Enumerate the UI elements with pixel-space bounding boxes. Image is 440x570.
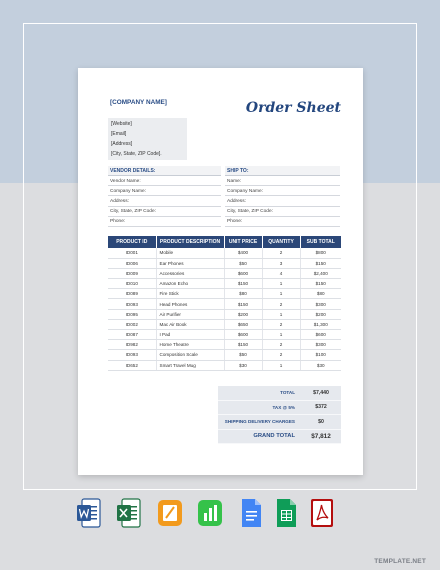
table-row [108,248,341,258]
table-cell: $600 [300,330,341,340]
summary-label: SHIPPING DELIVERY CHARGES [224,419,295,425]
table-cell: $50 [224,258,262,268]
address-line: [Email] [111,131,127,137]
vendor-heading: VENDOR DETAILS: [108,166,221,176]
table-cell: ID089 [108,289,156,299]
ship-to-field: Company Name: [225,186,340,196]
table-cell: 3 [262,258,300,268]
table-cell: ID982 [108,340,156,350]
table-cell: $150 [224,299,262,309]
table-cell: $150 [224,279,262,289]
excel-icon[interactable] [116,497,142,529]
vendor-field: City, State, ZIP Code: [108,207,221,217]
table-row [108,289,341,299]
table-row [108,340,341,350]
table-row [108,350,341,360]
table-cell: ID001 [108,248,156,258]
table-cell: Amazon Echo [156,279,224,289]
summary-value: $0 [318,418,324,425]
table-cell: Mobile [156,248,224,258]
table-cell: Fire Stick [156,289,224,299]
ship-to-heading: SHIP TO: [225,166,340,176]
table-cell: Smart Travel Mug [156,360,224,370]
table-cell: $2,400 [300,268,341,278]
table-cell: $150 [224,340,262,350]
table-cell: $50 [224,350,262,360]
table-cell: ID652 [108,360,156,370]
table-cell: $300 [300,340,341,350]
table-row [108,299,341,309]
table-row [108,258,341,268]
address-line: [Address] [111,141,133,147]
summary-value: $7,812 [311,432,331,440]
table-cell: Air Purifier [156,309,224,319]
summary-label: GRAND TOTAL [253,433,295,440]
vendor-details-section [108,166,221,227]
table-cell: $80 [224,289,262,299]
table-row [108,360,341,370]
pages-icon[interactable] [157,497,183,529]
table-cell: $150 [300,258,341,268]
table-cell: Ear Phones [156,258,224,268]
table-row [108,279,341,289]
watermark: TEMPLATE.NET [374,558,426,565]
summary-label: TAX @ 5% [272,404,295,410]
table-cell: $600 [224,268,262,278]
table-cell: $650 [224,319,262,329]
vendor-field: Address: [108,196,221,206]
table-body [108,248,341,370]
table-cell: ID087 [108,330,156,340]
column-header: QUANTITY [262,236,300,248]
table-cell: ID093 [108,299,156,309]
summary-row-total [218,386,341,401]
table-cell: ID006 [108,258,156,268]
column-header: PRODUCT DESCRIPTION [156,236,224,248]
table-cell: Mac Air Book [156,319,224,329]
table-cell: 2 [262,350,300,360]
ship-to-field: Name: [225,176,340,186]
google-sheets-icon[interactable] [273,497,299,529]
company-name: [COMPANY NAME] [110,99,167,106]
table-row [108,268,341,278]
table-cell: 1 [262,330,300,340]
table-cell: $1,300 [300,319,341,329]
table-row [108,309,341,319]
vendor-field: Company Name: [108,186,221,196]
table-row [108,330,341,340]
summary-value: $372 [315,404,327,411]
table-cell: 1 [262,360,300,370]
vendor-field: Vendor Name: [108,176,221,186]
summary-row-shipping [218,415,341,430]
table-cell: 1 [262,289,300,299]
table-cell: ID002 [108,319,156,329]
table-cell: $80 [300,289,341,299]
order-sheet-page [78,68,363,475]
table-cell: Head Phones [156,299,224,309]
column-header: SUB TOTAL [300,236,341,248]
table-cell: 2 [262,248,300,258]
table-header-row [108,236,341,248]
google-docs-icon[interactable] [238,497,264,529]
table-cell: 2 [262,340,300,350]
ship-to-section [225,166,340,227]
table-row [108,319,341,329]
numbers-icon[interactable] [197,497,223,529]
table-cell: Home Theatre [156,340,224,350]
table-cell: 1 [262,279,300,289]
table-cell: $800 [300,248,341,258]
vendor-field: Phone: [108,217,221,227]
table-cell: Accessories [156,268,224,278]
ship-to-field: Phone: [225,217,340,227]
order-summary [218,386,341,444]
pdf-icon[interactable] [309,497,335,529]
table-cell: $150 [300,279,341,289]
table-cell: $200 [300,309,341,319]
summary-value: $7,440 [313,389,329,396]
ship-to-field: Address: [225,196,340,206]
table-cell: I Pad [156,330,224,340]
address-line: [City, State, ZIP Code]. [111,151,162,157]
summary-row-grand-total [218,430,341,445]
table-cell: $30 [224,360,262,370]
table-cell: ID095 [108,309,156,319]
table-cell: $100 [300,350,341,360]
address-block [108,118,187,160]
table-cell: Composition Scale [156,350,224,360]
word-icon[interactable] [76,497,102,529]
format-icons-bar [0,497,440,533]
table-cell: $400 [224,248,262,258]
table-cell: 2 [262,319,300,329]
summary-row-tax [218,401,341,416]
table-cell: 4 [262,268,300,278]
column-header: UNIT PRICE [224,236,262,248]
ship-to-field: City, State, ZIP Code: [225,207,340,217]
document-title: Order Sheet [245,100,341,116]
table-cell: $200 [224,309,262,319]
column-header: PRODUCT ID [108,236,156,248]
table-cell: ID010 [108,279,156,289]
table-cell: $600 [224,330,262,340]
order-items-table [108,236,341,371]
table-cell: ID009 [108,268,156,278]
summary-label: TOTAL [280,390,295,396]
table-cell: $300 [300,299,341,309]
table-cell: $30 [300,360,341,370]
table-cell: ID093 [108,350,156,360]
table-cell: 1 [262,309,300,319]
table-cell: 2 [262,299,300,309]
address-line: [Website] [111,121,132,127]
